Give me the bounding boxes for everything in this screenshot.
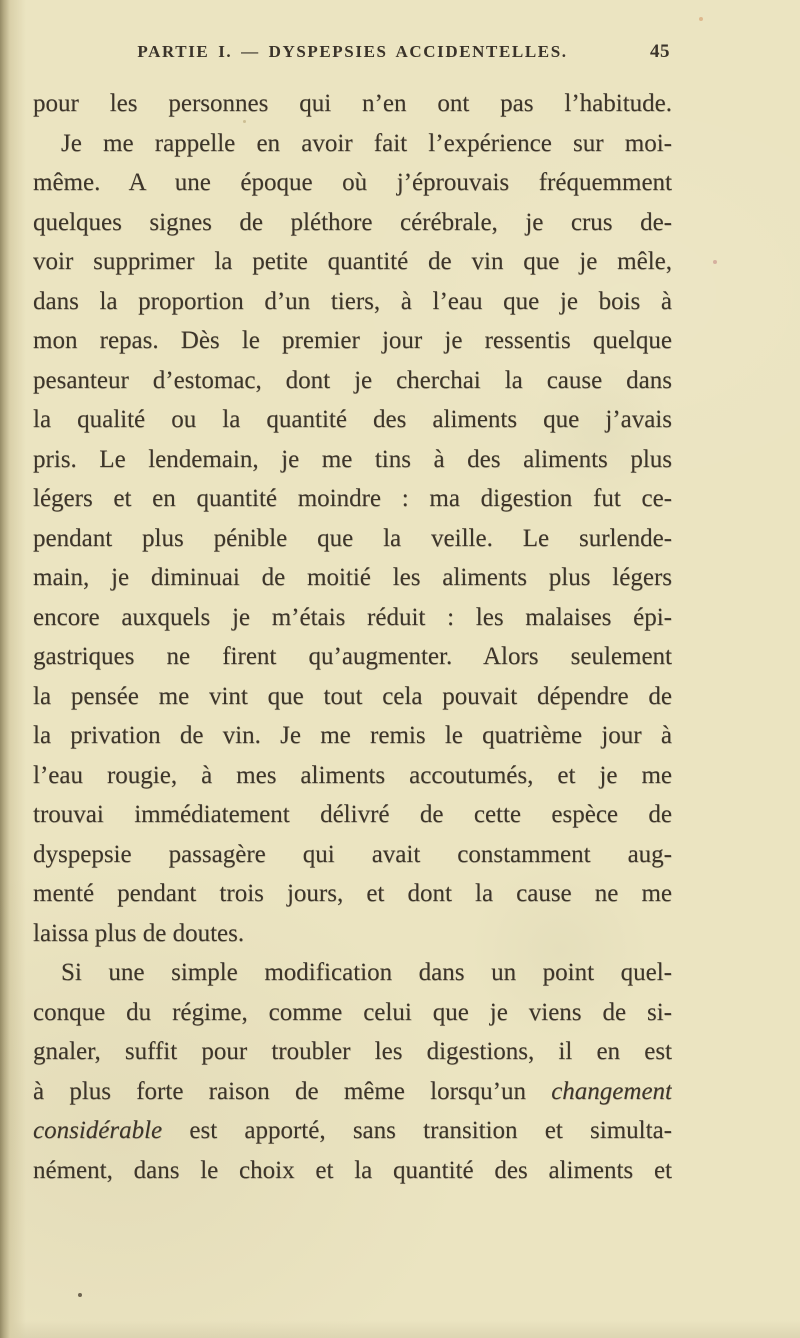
text-line: la pensée me vint que tout cela pouvait dépendre de	[33, 682, 672, 710]
text-line: conque du régime, comme celui que je viens de si-	[33, 998, 672, 1026]
text-line: Si une simple modification dans un point quel-	[61, 959, 672, 986]
text-line: gastriques ne firent qu’augmenter. Alors seulement	[33, 643, 672, 670]
text-segment: est apporté, sans transition et simulta-	[162, 1117, 672, 1144]
text-line: mon repas. Dès le premier jour je ressentis quelque	[33, 327, 672, 354]
running-head-title: PARTIE I. — DYSPEPSIES ACCIDENTELLES.	[137, 42, 568, 61]
text-line: quelques signes de pléthore cérébrale, je crus de-	[33, 208, 672, 236]
text-line: Je me rappelle en avoir fait l’expérience sur moi-	[61, 129, 672, 157]
ink-speck	[78, 1293, 82, 1297]
text-line: nément, dans le choix et la quantité des aliments et	[33, 1156, 672, 1184]
text-line: menté pendant trois jours, et dont la cause ne me	[33, 880, 672, 907]
text-line: la privation de vin. Je me remis le quatrième jour à	[33, 722, 672, 749]
ink-speck	[243, 120, 246, 123]
text-line: l’eau rougie, à mes aliments accoutumés, et je me	[33, 761, 672, 789]
running-head	[33, 42, 672, 66]
text-line: main, je diminuai de moitié les aliments plus légers	[33, 564, 672, 591]
text-line: pris. Le lendemain, je me tins à des aliments plus	[33, 445, 672, 473]
text-line: pesanteur d’estomac, dont je cherchai la cause dans	[33, 366, 672, 394]
ink-speck	[699, 17, 703, 21]
page-number: 45	[650, 41, 670, 62]
text-line: la qualité ou la quantité des aliments que j’avais	[33, 406, 672, 433]
italic-text-segment: considérable	[33, 1117, 163, 1144]
text-line: dans la proportion d’un tiers, à l’eau que je bois à	[33, 287, 672, 315]
text-line: laissa plus de doutes.	[33, 919, 245, 947]
text-line: trouvai immédiatement délivré de cette espèce de	[33, 801, 672, 828]
ink-speck	[713, 260, 717, 264]
text-line: voir supprimer la petite quantité de vin que je mêle,	[33, 248, 672, 275]
text-line	[33, 1072, 672, 1112]
text-line: même. A une époque où j’éprouvais fréquemment	[33, 169, 672, 196]
text-line: dyspepsie passagère qui avait constamment aug-	[33, 840, 672, 868]
text-line	[33, 1111, 672, 1151]
text-line: encore auxquels je m’étais réduit : les malaises épi-	[33, 603, 672, 631]
page-text-block	[33, 84, 672, 1190]
text-segment: à plus forte raison de même lorsqu’un	[33, 1077, 552, 1105]
italic-text-segment: changement	[551, 1077, 672, 1105]
text-line: légers et en quantité moindre : ma digestion fut ce-	[33, 485, 672, 512]
text-line: pour les personnes qui n’en ont pas l’habitude.	[33, 90, 672, 117]
text-line: gnaler, suffit pour troubler les digestions, il en est	[33, 1038, 672, 1065]
text-line: pendant plus pénible que la veille. Le surlende-	[33, 524, 672, 552]
